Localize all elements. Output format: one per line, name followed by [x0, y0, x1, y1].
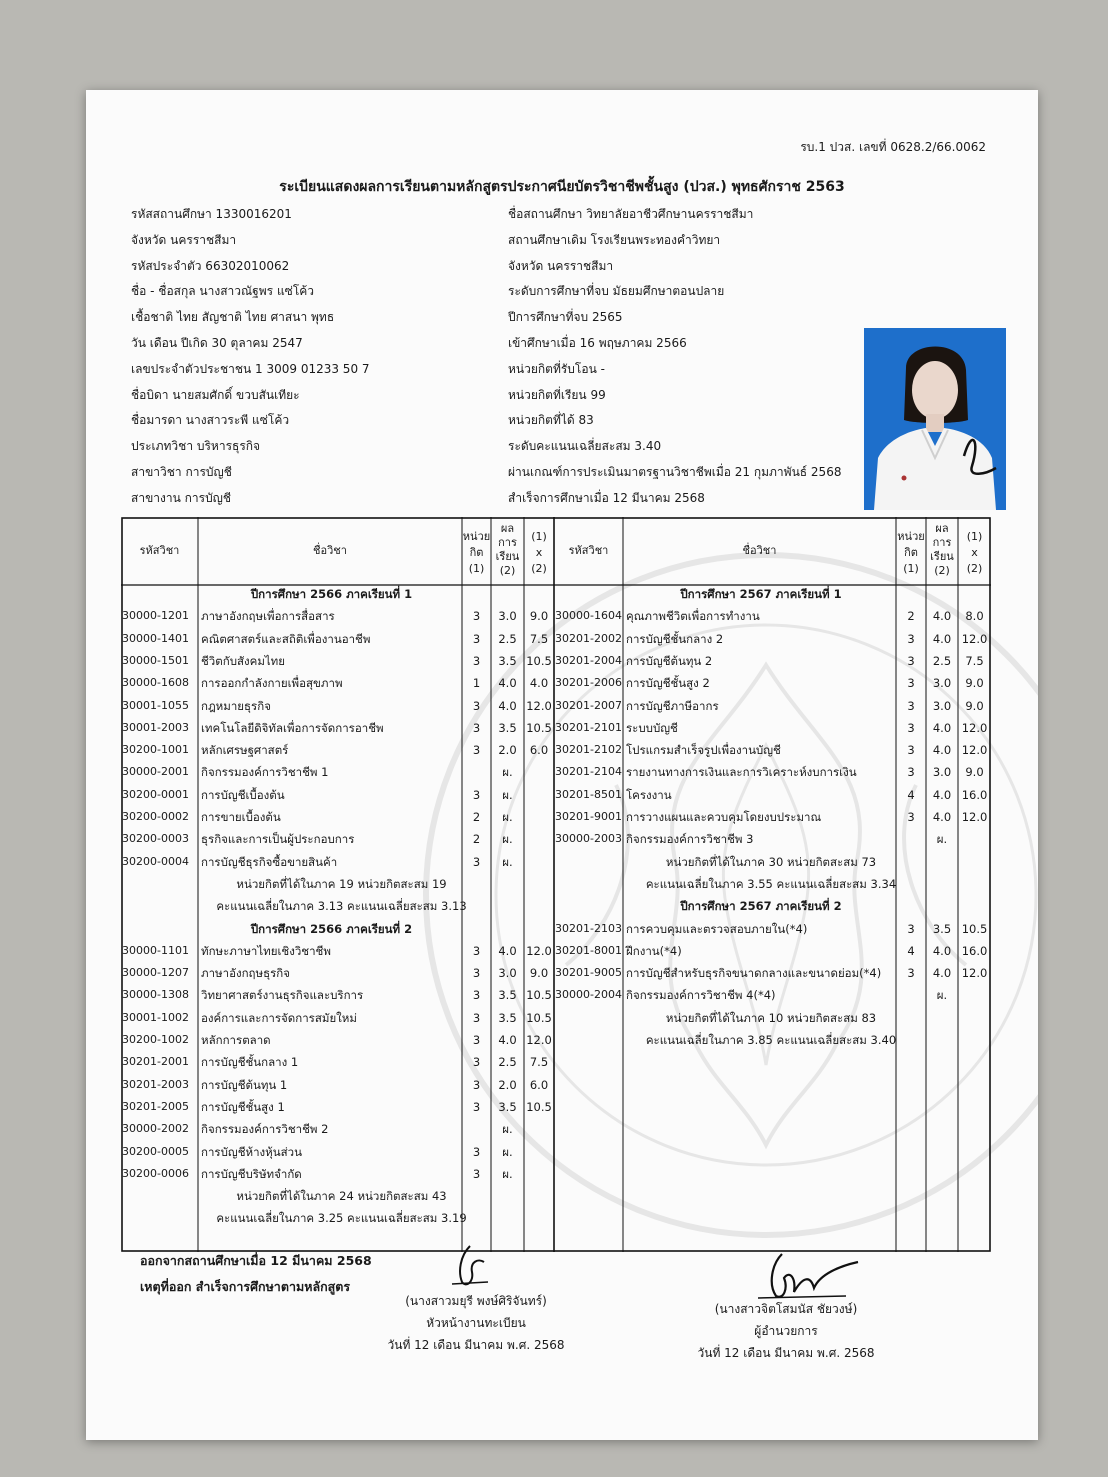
course-points: 16.0 [961, 943, 988, 958]
header-grade-line: ผล [935, 522, 949, 535]
course-code: 30000-1101 [122, 943, 189, 957]
course-code: 30200-0003 [122, 832, 189, 846]
course-points: 10.5 [526, 1010, 552, 1025]
course-points: 10.5 [526, 720, 552, 735]
course-points: 9.0 [965, 676, 984, 691]
leave-reason: เหตุที่ออก สำเร็จการศึกษาตามหลักสูตร [140, 1279, 351, 1294]
info-left-row: สาขาวิชา การบัญชี [131, 464, 232, 479]
course-credit: 3 [472, 743, 481, 758]
course-credit: 3 [472, 988, 481, 1003]
header-credit [896, 530, 926, 575]
course-name: เทคโนโลยีดิจิทัลเพื่อการจัดการอาชีพ [201, 720, 384, 735]
student-photo [864, 328, 1006, 510]
course-name: ธุรกิจและการเป็นผู้ประกอบการ [201, 832, 355, 847]
course-grade: 4.0 [932, 609, 952, 624]
term-heading: ปีการศึกษา 2566 ภาคเรียนที่ 2 [250, 921, 413, 936]
course-code: 30001-2003 [122, 720, 189, 734]
course-credit: 3 [907, 653, 915, 668]
course-points: 10.5 [526, 988, 552, 1003]
course-grade: 4.0 [932, 943, 952, 958]
course-grade: 3.5 [932, 921, 952, 936]
course-points: 12.0 [961, 810, 988, 824]
header-grade-line: การ [932, 536, 952, 549]
course-code: 30000-1401 [122, 631, 189, 645]
course-grade: 3.5 [498, 1010, 517, 1025]
course-grade: 3.0 [932, 765, 952, 780]
course-code: 30201-8001 [555, 943, 622, 957]
course-code: 30201-2001 [122, 1055, 189, 1069]
course-credit: 3 [472, 720, 481, 735]
course-code: 30201-2104 [555, 765, 622, 779]
director-name: (นางสาวจิตโสมนัส ชัยวงษ์) [714, 1302, 858, 1316]
course-points: 7.5 [529, 631, 549, 646]
info-right-row: จังหวัด นครราชสีมา [508, 258, 614, 273]
course-name: การขายเบื้องต้น [201, 810, 281, 824]
course-grade: 4.0 [932, 743, 952, 758]
course-points: 9.0 [529, 966, 549, 981]
course-credit: 2 [472, 810, 481, 824]
info-left-row: เลขประจำตัวประชาชน 1 3009 01233 50 7 [131, 361, 370, 376]
course-code: 30200-0005 [122, 1144, 189, 1158]
header-grade [491, 522, 524, 577]
course-credit: 2 [472, 832, 481, 847]
info-right-row: ปีการศึกษาที่จบ 2565 [508, 310, 623, 325]
info-right-row: สถานศึกษาเดิม โรงเรียนพระทองคำวิทยา [508, 232, 721, 247]
course-points: 7.5 [529, 1055, 549, 1070]
course-credit: 3 [472, 1099, 481, 1114]
course-grade: 4.0 [498, 943, 517, 958]
registrar-title: หัวหน้างานทะเบียน [426, 1316, 526, 1330]
course-name: การบัญชีต้นทุน 1 [201, 1077, 288, 1092]
course-credit: 2 [907, 609, 915, 624]
header-credit-line: หน่วย [462, 530, 491, 543]
course-grade: 3.0 [932, 676, 952, 691]
course-grade: 2.0 [498, 1077, 517, 1092]
course-code: 30000-1201 [122, 609, 189, 623]
course-code: 30201-2002 [555, 631, 622, 645]
director-date: วันที่ 12 เดือน มีนาคม พ.ศ. 2568 [697, 1346, 875, 1360]
course-code: 30201-9001 [555, 810, 622, 823]
info-right-row: ระดับคะแนนเฉลี่ยสะสม 3.40 [508, 439, 662, 454]
info-right-row: หน่วยกิตที่ได้ 83 [508, 413, 594, 428]
student-portrait-icon [864, 328, 1006, 510]
header-credit-line: (1) [903, 562, 919, 575]
course-name: การบัญชีธุรกิจซื้อขายสินค้า [201, 854, 338, 869]
registrar-signature-block [366, 1290, 586, 1356]
course-code: 30000-2001 [122, 765, 189, 779]
student-info-right [508, 202, 841, 512]
course-points: 12.0 [961, 631, 988, 646]
course-points: 4.0 [529, 676, 549, 691]
course-grade: 4.0 [498, 698, 517, 713]
course-name: ภาษาอังกฤษเพื่อการสื่อสาร [201, 609, 335, 624]
course-points: 12.0 [526, 698, 552, 713]
header-credit [462, 530, 491, 575]
term-summary: หน่วยกิตที่ได้ในภาค 30 หน่วยกิตสะสม 73 [665, 854, 877, 869]
header-credit-line: (1) [468, 562, 485, 575]
course-name: กิจกรรมองค์การวิชาชีพ 1 [201, 765, 329, 780]
course-code: 30201-2101 [555, 720, 622, 734]
course-code: 30001-1055 [122, 698, 189, 712]
course-code: 30001-1002 [122, 1010, 189, 1024]
course-name: การบัญชีชั้นกลาง 2 [626, 631, 724, 646]
header-product-line: (2) [966, 562, 983, 575]
course-code: 30201-2007 [555, 698, 622, 712]
course-credit: 3 [907, 966, 915, 981]
course-code: 30201-2005 [122, 1099, 189, 1113]
course-points: 12.0 [526, 943, 552, 958]
course-credit: 3 [907, 631, 915, 646]
course-grade: ผ. [936, 988, 948, 1003]
director-signature-block [666, 1298, 906, 1364]
header-grade-line: ผล [500, 522, 515, 535]
course-credit: 3 [907, 921, 915, 936]
term-summary: คะแนนเฉลี่ยในภาค 3.13 คะแนนเฉลี่ยสะสม 3.13 [216, 899, 467, 914]
course-code: 30201-2102 [555, 743, 622, 757]
course-grade: 2.5 [932, 653, 952, 668]
header-grade-line: การ [498, 536, 517, 549]
term-heading: ปีการศึกษา 2567 ภาคเรียนที่ 2 [680, 899, 842, 914]
course-grade: ผ. [502, 854, 513, 869]
course-code: 30200-1001 [122, 743, 189, 757]
info-right-row: สำเร็จการศึกษาเมื่อ 12 มีนาคม 2568 [508, 490, 705, 505]
course-name: หลักเศรษฐศาสตร์ [201, 743, 289, 758]
transcript-paper [86, 90, 1038, 1440]
course-credit: 3 [472, 1010, 481, 1025]
course-code: 30000-1207 [122, 966, 189, 980]
course-code: 30000-1604 [555, 609, 622, 623]
info-left-row: ชื่อบิดา นายสมศักดิ์ ขวบสันเทียะ [131, 387, 300, 402]
course-grade: ผ. [502, 1122, 513, 1137]
course-points: 6.0 [529, 743, 549, 758]
course-code: 30000-2004 [555, 988, 622, 1002]
info-left-row: รหัสสถานศึกษา 1330016201 [131, 207, 292, 221]
course-grade: 4.0 [932, 720, 952, 735]
header-grade-line: (2) [499, 564, 516, 577]
course-name: ทักษะภาษาไทยเชิงวิชาชีพ [201, 943, 331, 958]
course-code: 30000-2002 [122, 1122, 189, 1136]
header-product-line: (1) [531, 530, 547, 543]
course-name: กิจกรรมองค์การวิชาชีพ 2 [201, 1122, 329, 1137]
header-product-line: (1) [966, 530, 983, 543]
info-right-row: หน่วยกิตที่เรียน 99 [508, 387, 606, 402]
course-grade: 4.0 [932, 631, 952, 646]
info-left-row: ชื่อมารดา นางสาวระพี แซ่โค้ว [131, 413, 290, 428]
header-grade-line: (2) [934, 564, 950, 577]
course-name: การบัญชีชั้นกลาง 1 [201, 1055, 299, 1070]
course-name: การบัญชีสำหรับธุรกิจขนาดกลางและขนาดย่อม(*4) [626, 966, 882, 981]
course-points: 10.5 [526, 653, 552, 668]
term-summary: คะแนนเฉลี่ยในภาค 3.25 คะแนนเฉลี่ยสะสม 3.19 [216, 1211, 467, 1226]
course-code: 30200-0004 [122, 854, 189, 868]
header-product-line: x [535, 546, 543, 559]
course-name: กิจกรรมองค์การวิชาชีพ 3 [626, 832, 754, 847]
course-grade: ผ. [936, 832, 948, 847]
course-credit: 3 [472, 854, 481, 869]
course-name: การบัญชีชั้นสูง 2 [626, 676, 710, 691]
course-points: 12.0 [961, 966, 988, 981]
course-grade: ผ. [502, 765, 513, 780]
info-left-row: วัน เดือน ปีเกิด 30 ตุลาคม 2547 [131, 335, 303, 350]
course-name: โปรแกรมสำเร็จรูปเพื่องานบัญชี [626, 743, 781, 758]
course-credit: 3 [472, 1033, 481, 1047]
course-credit: 3 [907, 676, 915, 691]
course-points: 16.0 [961, 787, 988, 802]
course-credit: 3 [472, 698, 481, 713]
course-name: องค์การและการจัดการสมัยใหม่ [201, 1010, 357, 1025]
course-name: วิทยาศาสตร์งานธุรกิจและบริการ [201, 988, 364, 1003]
course-grade: 4.0 [498, 676, 517, 691]
leave-date: ออกจากสถานศึกษาเมื่อ 12 มีนาคม 2568 [140, 1253, 372, 1268]
course-code: 30200-1002 [122, 1033, 189, 1046]
course-name: รายงานทางการเงินและการวิเคราะห์งบการเงิน [626, 765, 857, 780]
header-name: ชื่อวิชา [742, 544, 777, 557]
course-name: การบัญชีต้นทุน 2 [626, 653, 713, 668]
course-code: 30200-0002 [122, 810, 189, 823]
info-left-row: ชื่อ - ชื่อสกุล นางสาวณัฐพร แซ่โค้ว [131, 284, 315, 299]
course-name: ภาษาอังกฤษธุรกิจ [201, 966, 291, 981]
course-credit: 3 [907, 743, 915, 758]
header-credit-line: กิต [469, 546, 484, 559]
course-credit: 3 [472, 1144, 481, 1159]
course-grade: 3.5 [498, 653, 517, 668]
course-points: 9.0 [965, 698, 984, 713]
course-grade: 2.5 [498, 631, 517, 646]
course-name: การบัญชีบริษัทจำกัด [201, 1166, 302, 1181]
document-reference: รบ.1 ปวส. เลขที่ 0628.2/66.0062 [800, 140, 986, 154]
course-credit: 3 [472, 966, 481, 981]
course-credit: 3 [907, 720, 915, 735]
course-credit: 3 [472, 1077, 481, 1092]
course-code: 30200-0001 [122, 787, 189, 801]
course-points: 9.0 [529, 609, 549, 624]
info-right-row: เข้าศึกษาเมื่อ 16 พฤษภาคม 2566 [508, 335, 687, 350]
course-name: การควบคุมและตรวจสอบภายใน(*4) [626, 921, 808, 936]
course-credit: 3 [907, 765, 915, 780]
course-grade: 3.5 [498, 1099, 517, 1114]
header-grade-line: เรียน [930, 550, 954, 563]
course-points: 9.0 [965, 765, 984, 780]
term-summary: หน่วยกิตที่ได้ในภาค 10 หน่วยกิตสะสม 83 [665, 1010, 877, 1025]
course-name: การบัญชีเบื้องต้น [201, 787, 285, 802]
course-grade: 4.0 [932, 810, 952, 824]
info-right-row: ชื่อสถานศึกษา วิทยาลัยอาชีวศึกษานครราชสีมา [508, 207, 754, 221]
course-name: ฝึกงาน(*4) [626, 943, 682, 958]
course-code: 30200-0006 [122, 1166, 189, 1180]
course-grade: 3.0 [932, 698, 952, 713]
info-left-row: รหัสประจำตัว 66302010062 [131, 258, 290, 273]
term-summary: หน่วยกิตที่ได้ในภาค 19 หน่วยกิตสะสม 19 [236, 876, 447, 891]
course-name: การบัญชีชั้นสูง 1 [201, 1099, 285, 1114]
footer-left [140, 1248, 372, 1300]
course-name: ระบบบัญชี [626, 720, 678, 735]
course-credit: 3 [907, 698, 915, 713]
grades-table [121, 517, 991, 1252]
header-name: ชื่อวิชา [313, 544, 347, 557]
course-grade: ผ. [502, 1166, 513, 1181]
course-credit: 3 [472, 1166, 481, 1181]
registrar-name: (นางสาวมยุรี พงษ์ศิริจันทร์) [405, 1294, 547, 1308]
course-code: 30201-8501 [555, 787, 622, 801]
term-heading: ปีการศึกษา 2567 ภาคเรียนที่ 1 [680, 587, 842, 601]
course-credit: 4 [907, 943, 915, 958]
course-grade: ผ. [502, 810, 513, 824]
course-points: 12.0 [526, 1033, 552, 1047]
header-credit-line: หน่วย [897, 530, 925, 543]
course-credit: 3 [472, 631, 481, 646]
course-name: คุณภาพชีวิตเพื่อการทำงาน [626, 609, 760, 624]
director-signature-icon [754, 1248, 864, 1304]
course-name: หลักการตลาด [201, 1033, 271, 1047]
course-credit: 1 [472, 676, 481, 691]
course-credit: 3 [472, 1055, 481, 1070]
registrar-signature-icon [448, 1242, 498, 1290]
student-info-left [131, 202, 370, 512]
course-grade: ผ. [502, 787, 513, 802]
course-points: 7.5 [965, 653, 984, 668]
header-grade [926, 522, 958, 577]
course-points: 10.5 [961, 921, 988, 936]
document-title: ระเบียนแสดงผลการเรียนตามหลักสูตรประกาศนียบัตรวิชาชีพชั้นสูง (ปวส.) พุทธศักราช 2563 [279, 179, 845, 195]
course-grade: 2.5 [498, 1055, 517, 1070]
header-code: รหัสวิชา [139, 544, 180, 557]
course-grade: 4.0 [932, 966, 952, 981]
course-grade: 3.5 [498, 988, 517, 1003]
course-grade: 2.0 [498, 743, 517, 758]
course-grade: 4.0 [498, 1033, 517, 1047]
header-grade-line: เรียน [495, 550, 520, 563]
course-credit: 4 [907, 787, 915, 802]
course-points: 12.0 [961, 743, 988, 758]
header-product-line: x [971, 546, 978, 559]
course-credit: 3 [472, 653, 481, 668]
header-product-line: (2) [531, 562, 547, 575]
course-code: 30000-1308 [122, 988, 189, 1002]
info-left-row: จังหวัด นครราชสีมา [131, 232, 237, 247]
course-name: การบัญชีห้างหุ้นส่วน [201, 1144, 302, 1159]
course-points: 8.0 [965, 609, 984, 624]
info-left-row: ประเภทวิชา บริหารธุรกิจ [131, 439, 261, 454]
course-name: โครงงาน [626, 787, 672, 802]
course-name: ชีวิตกับสังคมไทย [201, 653, 286, 668]
course-code: 30201-2003 [122, 1077, 189, 1091]
course-grade: 3.5 [498, 720, 517, 735]
course-points: 6.0 [529, 1077, 549, 1092]
course-code: 30201-9005 [555, 966, 622, 980]
course-points: 10.5 [526, 1099, 552, 1114]
course-grade: 3.0 [498, 966, 517, 981]
course-code: 30000-1501 [122, 653, 189, 667]
course-credit: 3 [472, 943, 481, 958]
course-code: 30201-2004 [555, 653, 622, 667]
info-right-row: ผ่านเกณฑ์การประเมินมาตรฐานวิชาชีพเมื่อ 21 กุมภาพันธ์ 2568 [508, 464, 842, 479]
header-product [958, 530, 991, 575]
course-name: กฎหมายธุรกิจ [201, 698, 271, 713]
course-grade: 3.0 [498, 609, 517, 624]
term-summary: หน่วยกิตที่ได้ในภาค 24 หน่วยกิตสะสม 43 [236, 1189, 447, 1204]
course-name: กิจกรรมองค์การวิชาชีพ 4(*4) [626, 988, 776, 1003]
course-code: 30000-2003 [555, 832, 622, 846]
header-credit-line: กิต [904, 546, 918, 559]
info-left-row: เชื้อชาติ ไทย สัญชาติ ไทย ศาสนา พุทธ [131, 310, 335, 325]
registrar-date: วันที่ 12 เดือน มีนาคม พ.ศ. 2568 [387, 1338, 565, 1352]
info-right-row: หน่วยกิตที่รับโอน - [508, 361, 605, 376]
info-right-row: ระดับการศึกษาที่จบ มัธยมศึกษาตอนปลาย [508, 284, 725, 299]
course-name: การบัญชีภาษีอากร [626, 698, 719, 713]
course-code: 30201-2103 [555, 921, 622, 935]
course-credit: 3 [472, 609, 481, 624]
course-credit: 3 [472, 787, 481, 802]
course-code: 30000-1608 [122, 676, 189, 690]
header-product [524, 530, 554, 575]
term-summary: คะแนนเฉลี่ยในภาค 3.55 คะแนนเฉลี่ยสะสม 3.34 [645, 876, 897, 891]
course-grade: ผ. [502, 1144, 513, 1159]
header-code: รหัสวิชา [568, 544, 609, 557]
course-name: การวางแผนและควบคุมโดยงบประมาณ [626, 810, 822, 824]
course-name: การออกกำลังกายเพื่อสุขภาพ [201, 676, 343, 691]
term-summary: คะแนนเฉลี่ยในภาค 3.85 คะแนนเฉลี่ยสะสม 3.40 [645, 1033, 897, 1047]
course-code: 30201-2006 [555, 676, 622, 690]
course-grade: 4.0 [932, 787, 952, 802]
info-left-row: สาขางาน การบัญชี [131, 490, 232, 505]
course-name: คณิตศาสตร์และสถิติเพื่องานอาชีพ [201, 631, 371, 646]
course-points: 12.0 [961, 720, 988, 735]
director-title: ผู้อำนวยการ [754, 1324, 818, 1338]
course-credit: 3 [907, 810, 915, 824]
course-grade: ผ. [502, 832, 513, 847]
term-heading: ปีการศึกษา 2566 ภาคเรียนที่ 1 [250, 587, 413, 601]
